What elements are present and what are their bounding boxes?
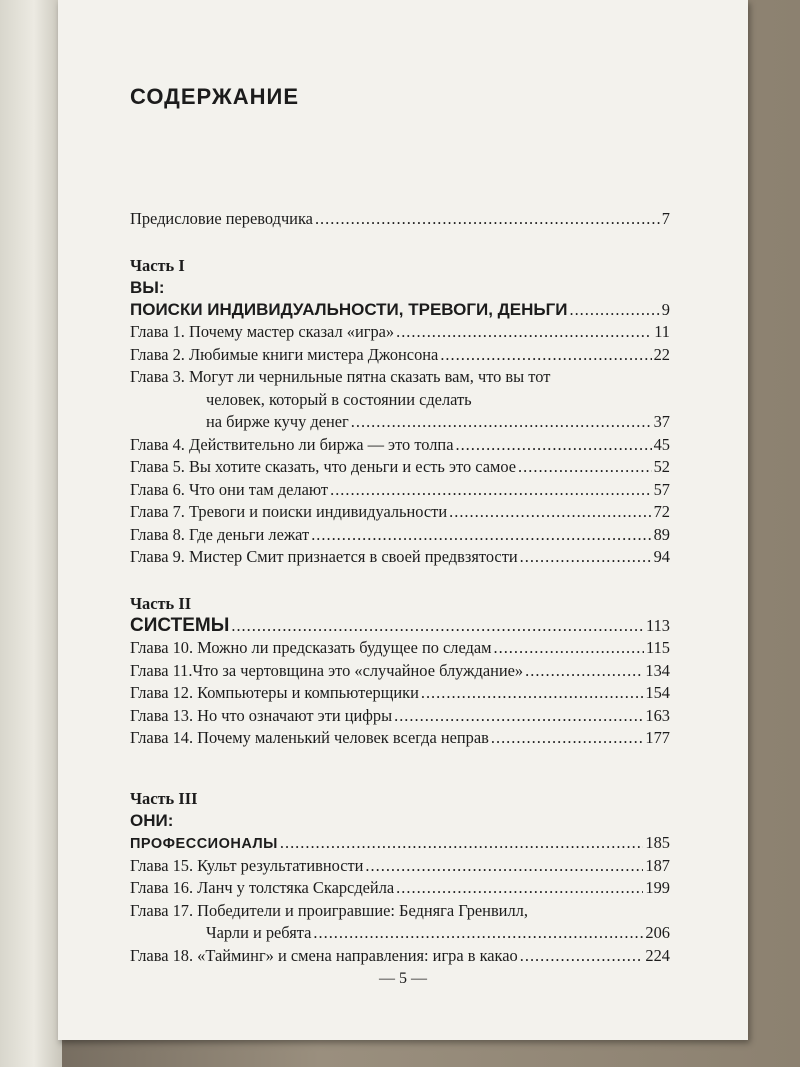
- entry-label: СИСТЕМЫ: [130, 614, 230, 636]
- toc-entry-chapter-1: [130, 321, 670, 344]
- leader-dots: [365, 855, 643, 878]
- entry-page: 206: [645, 923, 670, 942]
- leader-dots: [231, 615, 644, 638]
- leader-dots: [520, 945, 644, 968]
- toc-entry-chapter-17: [130, 900, 670, 945]
- leader-dots: [569, 299, 659, 322]
- book-page: [58, 0, 748, 1040]
- entry-page: 52: [653, 457, 670, 476]
- entry-label: Глава 13. Но что означают эти цифры: [130, 705, 393, 725]
- toc-entry-chapter-11: [130, 660, 670, 683]
- leader-dots: [518, 456, 652, 479]
- entry-label: Глава 14. Почему маленький человек всегда неправ: [130, 728, 489, 747]
- entry-label: Глава 7. Тревоги и поиски индивидуальности: [130, 502, 448, 521]
- toc-entry-chapter-15: [130, 855, 670, 878]
- toc-entry-chapter-14: [130, 727, 670, 750]
- entry-label: Глава 10. Можно ли предсказать будущее по следам: [130, 638, 492, 657]
- entry-page: 37: [653, 412, 670, 431]
- leader-dots: [520, 546, 652, 569]
- entry-last-line: [130, 922, 670, 945]
- part-title: ОНИ:: [130, 810, 174, 830]
- entry-page: 7: [661, 209, 670, 228]
- part-subtitle-entry: [130, 832, 670, 855]
- entry-label: Предисловие переводчика: [130, 209, 313, 228]
- entry-page: 163: [645, 705, 670, 725]
- leader-dots: [396, 321, 652, 344]
- entry-label: ПОИСКИ ИНДИВИДУАЛЬНОСТИ, ТРЕВОГИ, ДЕНЬГИ: [130, 299, 568, 319]
- toc-heading: СОДЕРЖАНИЕ: [130, 84, 300, 109]
- entry-page: 154: [645, 683, 670, 702]
- part-2: [130, 593, 670, 750]
- leader-dots: [491, 727, 644, 750]
- entry-label: Глава 9. Мистер Смит признается в своей предвзятости: [130, 547, 518, 566]
- entry-label: Глава 4. Действительно ли биржа — это толпа: [130, 434, 454, 454]
- part-label: Часть II: [130, 593, 192, 613]
- toc-entry-chapter-4: [130, 434, 670, 457]
- entry-page: 9: [661, 299, 670, 319]
- entry-label: Глава 5. Вы хотите сказать, что деньги и есть это самое: [130, 457, 517, 476]
- entry-page: 89: [653, 524, 670, 544]
- entry-page: 94: [653, 547, 670, 566]
- entry-page: 115: [646, 638, 670, 657]
- entry-page: 113: [646, 615, 670, 635]
- entry-page: 177: [645, 728, 670, 747]
- entry-label: Глава 15. Культ результативности: [130, 855, 364, 875]
- entry-page: 72: [653, 502, 670, 521]
- entry-label: Глава 18. «Тайминг» и смена направления: игра в какао: [130, 945, 518, 965]
- facing-page-edge: [0, 0, 62, 1067]
- entry-label-line: Глава 17. Победители и проигравшие: Бедняга Гренвилл,: [130, 900, 528, 920]
- entry-label: на бирже кучу денег: [206, 412, 349, 431]
- leader-dots: [394, 705, 643, 728]
- toc-entry-chapter-10: [130, 637, 670, 660]
- entry-page: 187: [645, 855, 670, 875]
- entry-label: ПРОФЕССИОНАЛЫ: [130, 835, 278, 852]
- toc-entry-chapter-8: [130, 524, 670, 547]
- entry-page: 57: [653, 479, 670, 499]
- toc-entry-chapter-18: [130, 945, 670, 968]
- toc-entry-chapter-12: [130, 682, 670, 705]
- leader-dots: [525, 660, 643, 683]
- entry-page: 134: [645, 660, 670, 680]
- part-subtitle-entry: [130, 299, 670, 322]
- entry-label: Глава 1. Почему мастер сказал «игра»: [130, 322, 395, 341]
- table-of-contents: [130, 84, 670, 967]
- entry-page: 22: [653, 344, 670, 364]
- entry-page: 199: [645, 878, 670, 897]
- leader-dots: [311, 524, 651, 547]
- toc-entry-chapter-16: [130, 877, 670, 900]
- entry-page: 45: [653, 434, 670, 454]
- toc-entry-chapter-13: [130, 705, 670, 728]
- part-label: Часть III: [130, 788, 198, 808]
- page-number-footer: — 5 —: [379, 970, 427, 987]
- entry-label: Глава 2. Любимые книги мистера Джонсона: [130, 344, 439, 364]
- leader-dots: [315, 208, 660, 231]
- entry-label: Глава 12. Компьютеры и компьютерщики: [130, 683, 419, 702]
- entry-label: Глава 16. Ланч у толстяка Скарсдейла: [130, 878, 395, 897]
- leader-dots: [494, 637, 645, 660]
- leader-dots: [455, 434, 651, 457]
- toc-entry-chapter-5: [130, 456, 670, 479]
- entry-label: Чарли и ребята: [206, 923, 312, 942]
- entry-page: 224: [645, 945, 670, 965]
- entry-label-line: Глава 3. Могут ли чернильные пятна сказать вам, что вы тот: [130, 367, 551, 386]
- toc-entry-chapter-3: [130, 366, 670, 434]
- entry-last-line: [130, 411, 670, 434]
- entry-label: Глава 11.Что за чертовщина это «случайное блуждание»: [130, 660, 524, 680]
- entry-page: 11: [654, 322, 670, 341]
- leader-dots: [313, 922, 643, 945]
- toc-entry-chapter-6: [130, 479, 670, 502]
- part-title: ВЫ:: [130, 277, 165, 297]
- leader-dots: [280, 832, 644, 855]
- leader-dots: [449, 501, 651, 524]
- entry-page: 185: [645, 832, 670, 852]
- toc-entry-chapter-7: [130, 501, 670, 524]
- part-label: Часть I: [130, 255, 185, 275]
- leader-dots: [396, 877, 643, 900]
- toc-entry-chapter-2: [130, 344, 670, 367]
- part-subtitle-entry: [130, 615, 670, 638]
- entry-label-line: человек, который в состоянии сделать: [206, 389, 472, 409]
- entry-label: Глава 8. Где деньги лежат: [130, 524, 310, 544]
- entry-label: Глава 6. Что они там делают: [130, 479, 329, 499]
- leader-dots: [440, 344, 651, 367]
- part-3: [130, 788, 670, 968]
- leader-dots: [351, 411, 652, 434]
- leader-dots: [421, 682, 644, 705]
- toc-entry-preface: [130, 208, 670, 231]
- toc-entry-chapter-9: [130, 546, 670, 569]
- leader-dots: [330, 479, 652, 502]
- part-1: [130, 255, 670, 569]
